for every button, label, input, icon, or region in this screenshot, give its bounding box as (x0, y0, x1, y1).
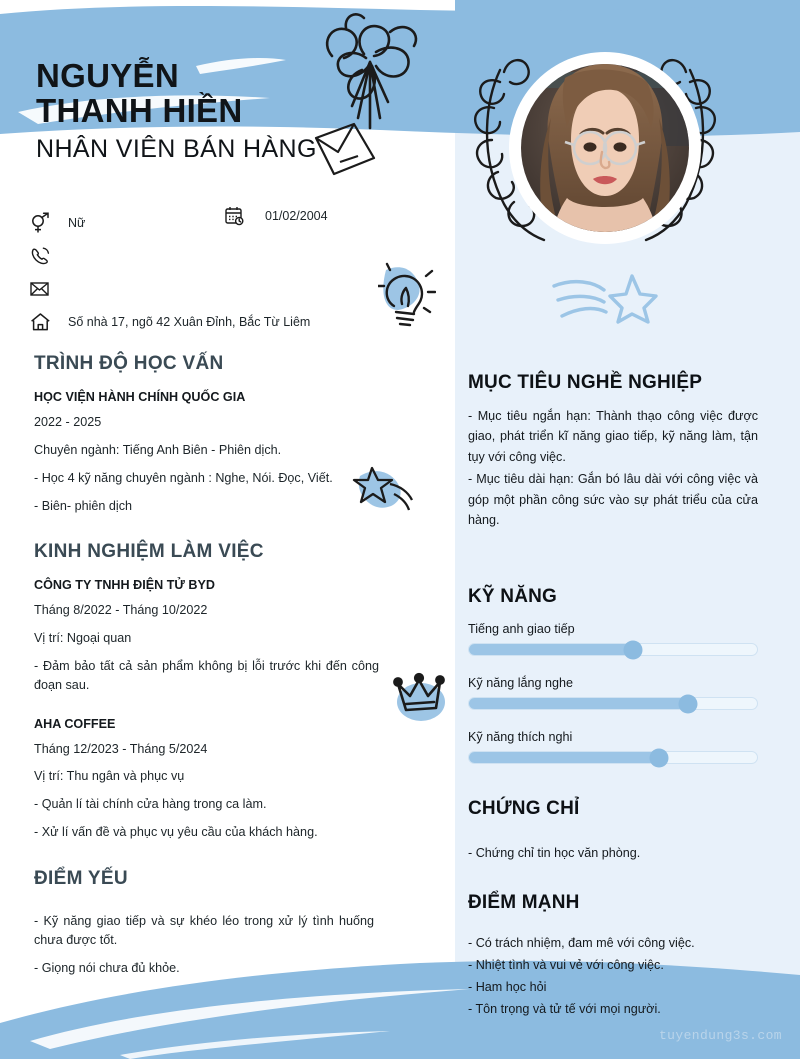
skill-slider[interactable] (468, 643, 758, 656)
experience-heading: KINH NGHIỆM LÀM VIỆC (34, 541, 264, 562)
job-position: Vị trí: Thu ngân và phục vụ (34, 769, 185, 784)
weakness-item: - Giọng nói chưa đủ khỏe. (34, 960, 180, 975)
skill-item (468, 622, 758, 656)
job-position: Vị trí: Ngoại quan (34, 630, 132, 645)
skill-item (468, 730, 758, 764)
certificate-item: - Chứng chỉ tin học văn phòng. (468, 846, 641, 860)
experience-job (34, 717, 424, 843)
objective-heading: MỤC TIÊU NGHỀ NGHIỆP (468, 372, 703, 393)
job-title: NHÂN VIÊN BÁN HÀNG (36, 134, 317, 163)
strength-item: - Tôn trọng và tử tế với mọi người. (468, 1002, 661, 1017)
gender-value: Nữ (68, 215, 86, 230)
skill-slider-fill (469, 698, 688, 709)
strengths-heading: ĐIỂM MẠNH (468, 892, 580, 913)
contact-row-address (30, 305, 430, 338)
job-company: AHA COFFEE (34, 716, 116, 731)
experience-job (34, 578, 424, 695)
job-bullet: - Đảm bảo tất cả sản phẩm không bị lỗi trước khi đến công đoạn sau. (34, 658, 379, 692)
home-icon (30, 312, 68, 332)
skill-label: Kỹ năng lắng nghe (468, 676, 574, 690)
contact-info (30, 206, 430, 338)
weaknesses-heading: ĐIỂM YẾU (34, 868, 128, 889)
job-company: CÔNG TY TNHH ĐIỆN TỬ BYD (34, 578, 215, 592)
skill-slider-fill (469, 644, 633, 655)
skill-label: Tiếng anh giao tiếp (468, 622, 575, 636)
education-heading: TRÌNH ĐỘ HỌC VẤN (34, 353, 224, 374)
portrait-photo (505, 48, 705, 248)
skill-slider-knob[interactable] (650, 748, 669, 767)
skill-slider[interactable] (468, 751, 758, 764)
strength-item: - Ham học hỏi (468, 980, 547, 995)
blue-star-decoration (548, 272, 658, 324)
education-school: HỌC VIỆN HÀNH CHÍNH QUỐC GIA (34, 390, 246, 404)
education-section (34, 353, 424, 516)
envelope-icon (30, 281, 68, 297)
skill-slider[interactable] (468, 697, 758, 710)
skill-item (468, 676, 758, 710)
skill-label: Kỹ năng thích nghi (468, 730, 573, 744)
certificates-section (468, 798, 758, 864)
skill-slider-fill (469, 752, 659, 763)
address-value: Số nhà 17, ngõ 42 Xuân Đỉnh, Bắc Từ Liêm (68, 314, 311, 329)
education-major: Chuyên ngành: Tiếng Anh Biên - Phiên dịch. (34, 442, 282, 457)
education-years: 2022 - 2025 (34, 415, 102, 429)
contact-row-email (30, 272, 430, 305)
objective-paragraph: - Mục tiêu dài hạn: Gắn bó lâu dài với công việc và góp một phần công sức vào sự phát triểu của cửa hàng. (468, 472, 758, 527)
contact-row-phone (30, 239, 430, 272)
job-bullet: - Quản lí tài chính cửa hàng trong ca làm. (34, 797, 267, 812)
contact-row-gender (30, 206, 430, 239)
envelope-doodle-icon (310, 118, 380, 180)
job-period: Tháng 8/2022 - Tháng 10/2022 (34, 603, 208, 617)
strength-item: - Có trách nhiệm, đam mê với công việc. (468, 936, 695, 950)
skills-section (468, 586, 758, 764)
job-period: Tháng 12/2023 - Tháng 5/2024 (34, 741, 208, 756)
weaknesses-section (34, 868, 424, 978)
contact-row-birthday (225, 206, 328, 226)
objective-paragraph: - Mục tiêu ngắn hạn: Thành thạo công việc được giao, phát triển kĩ năng giao tiếp, kỹ năng làm, tận tụy với công việc. (468, 409, 758, 464)
skills-heading: KỸ NĂNG (468, 586, 558, 607)
calendar-icon (225, 206, 265, 226)
skill-slider-knob[interactable] (624, 640, 643, 659)
weakness-item: - Kỹ năng giao tiếp và sự khéo léo trong xử lý tình huống chưa được tốt. (34, 914, 374, 947)
birthday-value: 01/02/2004 (265, 209, 328, 223)
skill-slider-knob[interactable] (678, 694, 697, 713)
objective-section (468, 372, 758, 530)
experience-section (34, 541, 424, 842)
education-bullet: - Học 4 kỹ năng chuyên ngành : Nghe, Nói. Đọc, Viết. (34, 470, 333, 485)
education-bullet: - Biên- phiên dịch (34, 498, 133, 513)
full-name-line2: THANH HIỀN (36, 92, 243, 130)
job-bullet: - Xử lí vấn đề và phục vụ yêu cầu của khách hàng. (34, 825, 318, 840)
strengths-section (468, 892, 758, 1020)
watermark: tuyendung3s.com (658, 1028, 782, 1043)
phone-icon (30, 246, 68, 266)
name-block (36, 58, 317, 164)
gender-icon (30, 212, 68, 234)
strength-item: - Nhiệt tình và vui vẻ với công việc. (468, 958, 664, 973)
full-name-line1: NGUYỄN (36, 57, 179, 94)
certificates-heading: CHỨNG CHỈ (468, 798, 580, 819)
